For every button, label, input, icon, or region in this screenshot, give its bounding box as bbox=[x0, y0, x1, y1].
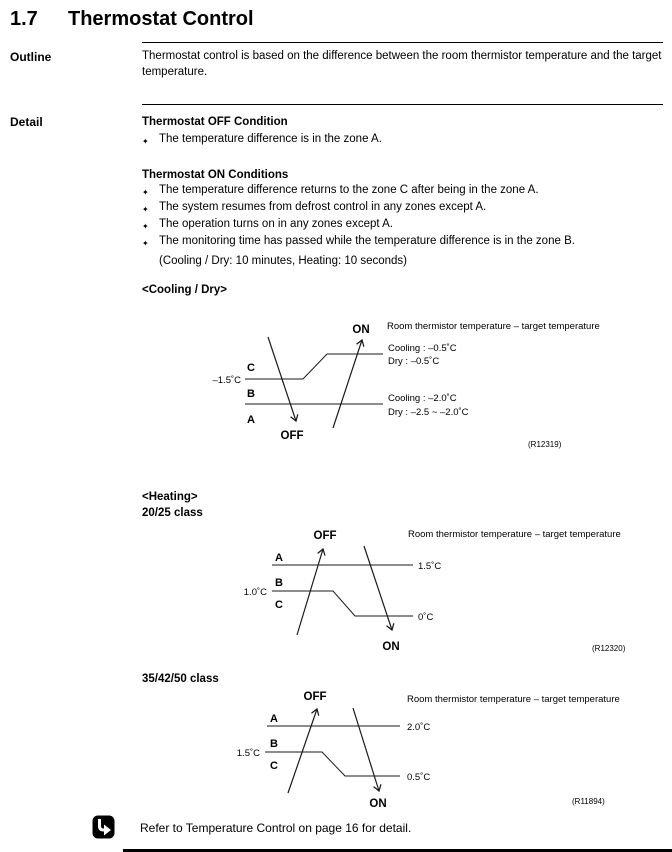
class-354250-heading: 35/42/50 class bbox=[142, 673, 219, 685]
off-condition-bullets bbox=[142, 132, 663, 149]
upper-threshold-cooling: Cooling : –0.5˚C bbox=[388, 343, 457, 354]
refer-icon bbox=[92, 815, 115, 839]
on-label: ON bbox=[382, 641, 400, 653]
heating-354250-diagram bbox=[140, 685, 670, 813]
zone-label-c: C bbox=[270, 760, 278, 772]
figure-reference: (R12320) bbox=[592, 644, 626, 653]
section-title: Thermostat Control bbox=[68, 8, 254, 30]
axis-label: Room thermistor temperature – target temperature bbox=[387, 321, 600, 332]
list-item bbox=[142, 234, 663, 251]
zone-label-b: B bbox=[247, 388, 255, 400]
zone-label-c: C bbox=[275, 599, 283, 611]
diamond-bullet-icon: ✦ bbox=[142, 222, 149, 231]
outline-text: Thermostat control is based on the difference between the room thermistor temperature and the target temperature. bbox=[142, 50, 662, 78]
zone-label-a: A bbox=[247, 414, 255, 426]
heating-heading: <Heating> bbox=[142, 491, 198, 503]
on-arrow bbox=[353, 708, 379, 791]
section-number: 1.7 bbox=[10, 8, 38, 30]
lower-threshold-dry: Dry : –2.5 ~ –2.0˚C bbox=[388, 407, 469, 418]
off-label: OFF bbox=[303, 691, 327, 703]
cooling-step-line bbox=[245, 354, 383, 379]
zone-label-a: A bbox=[275, 552, 283, 564]
diamond-bullet-icon: ✦ bbox=[142, 205, 149, 214]
off-condition-heading: Thermostat OFF Condition bbox=[142, 116, 288, 128]
lower-threshold-label: 0.5˚C bbox=[407, 772, 431, 783]
list-item-text: The system resumes from defrost control in any zones except A. bbox=[159, 201, 487, 213]
left-threshold-label: 1.5˚C bbox=[236, 748, 260, 759]
on-label: ON bbox=[369, 798, 387, 810]
zone-label-c: C bbox=[247, 362, 255, 374]
monitoring-time-note: (Cooling / Dry: 10 minutes, Heating: 10 seconds) bbox=[159, 255, 408, 267]
divider-top bbox=[142, 42, 663, 43]
list-item-text: The temperature difference is in the zone A. bbox=[159, 133, 382, 145]
axis-label: Room thermistor temperature – target temperature bbox=[407, 694, 620, 705]
upper-threshold-label: 2.0˚C bbox=[407, 722, 431, 733]
list-item bbox=[142, 217, 663, 234]
list-item bbox=[142, 132, 663, 149]
on-label: ON bbox=[352, 324, 370, 336]
diamond-bullet-icon: ✦ bbox=[142, 137, 149, 146]
list-item-text: The operation turns on in any zones except A. bbox=[159, 218, 393, 230]
on-conditions-bullets bbox=[142, 183, 663, 269]
figure-reference: (R11894) bbox=[572, 797, 605, 806]
cooling-dry-diagram bbox=[140, 310, 670, 455]
list-item bbox=[142, 183, 663, 200]
cooling-dry-heading: <Cooling / Dry> bbox=[142, 284, 227, 296]
left-threshold-label: –1.5˚C bbox=[212, 375, 241, 386]
upper-threshold-label: 1.5˚C bbox=[418, 561, 442, 572]
zone-label-a: A bbox=[270, 713, 278, 725]
heating-heading-block bbox=[142, 489, 203, 521]
off-label: OFF bbox=[280, 430, 304, 442]
list-item-text: The monitoring time has passed while the temperature difference is in the zone B. bbox=[159, 235, 575, 247]
heating-2025-diagram bbox=[140, 520, 670, 660]
left-threshold-label: 1.0˚C bbox=[243, 587, 267, 598]
on-arrow bbox=[333, 340, 362, 428]
lower-threshold-cooling: Cooling : –2.0˚C bbox=[388, 393, 457, 404]
on-conditions-heading: Thermostat ON Conditions bbox=[142, 169, 289, 181]
on-arrow bbox=[364, 546, 392, 630]
detail-label: Detail bbox=[10, 115, 43, 129]
page-title bbox=[10, 7, 254, 31]
axis-label: Room thermistor temperature – target temperature bbox=[408, 529, 621, 540]
zone-label-b: B bbox=[270, 738, 278, 750]
outline-label: Outline bbox=[10, 50, 52, 64]
detail-block bbox=[142, 115, 663, 269]
diamond-bullet-icon: ✦ bbox=[142, 239, 149, 248]
list-item bbox=[142, 200, 663, 217]
off-label: OFF bbox=[313, 530, 337, 542]
zone-label-b: B bbox=[275, 577, 283, 589]
heating-step-line bbox=[265, 752, 400, 776]
refer-note: Refer to Temperature Control on page 16 for detail. bbox=[140, 821, 412, 835]
list-item-text: The temperature difference returns to the zone C after being in the zone A. bbox=[159, 184, 539, 196]
off-arrow bbox=[288, 709, 317, 793]
upper-threshold-dry: Dry : –0.5˚C bbox=[388, 356, 440, 367]
divider-outline bbox=[142, 104, 663, 105]
off-arrow bbox=[297, 549, 323, 635]
lower-threshold-label: 0˚C bbox=[418, 612, 434, 623]
heating-step-line bbox=[272, 591, 413, 616]
diamond-bullet-icon: ✦ bbox=[142, 188, 149, 197]
figure-reference: (R12319) bbox=[528, 440, 562, 449]
class-2025-heading: 20/25 class bbox=[142, 507, 203, 519]
